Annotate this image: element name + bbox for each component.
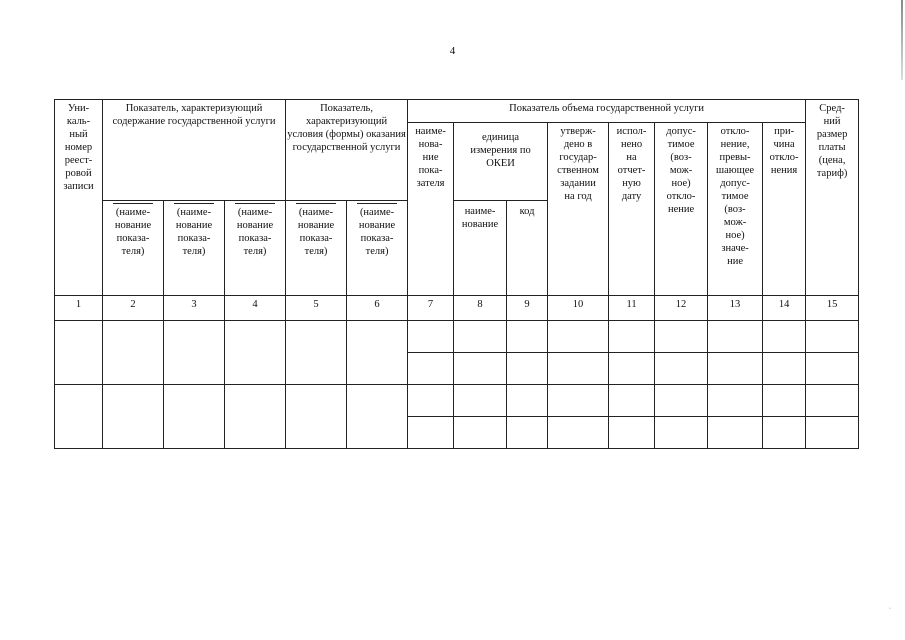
table-row <box>55 385 859 417</box>
empty-cell <box>548 321 609 353</box>
empty-cell <box>806 417 859 449</box>
empty-cell <box>609 417 655 449</box>
col-number: 3 <box>164 296 225 321</box>
header-volume-indicator: Показатель объема государственной услуги <box>408 100 806 123</box>
header-exceeding-deviation: откло- нение, превы- шающее допус- тимое (воз- мож- ное) значе- ние <box>708 123 763 296</box>
sub-name-4: (наиме- нование показа- теля) <box>225 201 286 296</box>
empty-cell <box>548 385 609 417</box>
empty-cell <box>408 417 454 449</box>
empty-cell <box>347 385 408 449</box>
empty-cell <box>55 321 103 385</box>
header-unit-okei: единица измерения по ОКЕИ <box>454 123 548 201</box>
empty-cell <box>164 321 225 385</box>
header-reason: при- чина откло- нения <box>763 123 806 296</box>
empty-cell <box>806 353 859 385</box>
empty-cell <box>454 417 507 449</box>
col-number: 11 <box>609 296 655 321</box>
col-number: 8 <box>454 296 507 321</box>
col-number: 1 <box>55 296 103 321</box>
empty-cell <box>347 321 408 385</box>
empty-cell <box>708 385 763 417</box>
empty-cell <box>225 321 286 385</box>
empty-cell <box>763 353 806 385</box>
header-okei-code: код <box>507 201 548 296</box>
col-number: 12 <box>655 296 708 321</box>
empty-cell <box>507 353 548 385</box>
empty-cell <box>655 417 708 449</box>
empty-cell <box>708 353 763 385</box>
sub-name-5: (наиме- нование показа- теля) <box>286 201 347 296</box>
empty-cell <box>763 385 806 417</box>
col-number: 2 <box>103 296 164 321</box>
empty-cell <box>507 417 548 449</box>
empty-cell <box>164 385 225 449</box>
empty-cell <box>286 321 347 385</box>
header-okei-name: наиме- нование <box>454 201 507 296</box>
header-avg-fee: Сред- ний размер платы (цена, тариф) <box>806 100 859 296</box>
empty-cell <box>806 385 859 417</box>
empty-cell <box>609 321 655 353</box>
header-indicator-name: наиме- нова- ние пока- зателя <box>408 123 454 296</box>
col-number: 6 <box>347 296 408 321</box>
page-number: 4 <box>449 45 456 57</box>
empty-cell <box>655 385 708 417</box>
empty-cell <box>454 353 507 385</box>
empty-cell <box>548 353 609 385</box>
col-number: 9 <box>507 296 548 321</box>
empty-cell <box>763 321 806 353</box>
sub-name-6: (наиме- нование показа- теля) <box>347 201 408 296</box>
empty-cell <box>408 353 454 385</box>
sub-name-3: (наиме- нование показа- теля) <box>164 201 225 296</box>
sub-name-2: (наиме- нование показа- теля) <box>103 201 164 296</box>
col-number: 14 <box>763 296 806 321</box>
col-number: 15 <box>806 296 859 321</box>
empty-cell <box>655 321 708 353</box>
empty-cell <box>103 385 164 449</box>
header-executed: испол- нено на отчет- ную дату <box>609 123 655 296</box>
empty-cell <box>225 385 286 449</box>
empty-cell <box>507 321 548 353</box>
empty-cell <box>609 385 655 417</box>
header-unique-number: Уни- каль- ный номер реест- ровой записи <box>55 100 103 296</box>
col-number: 4 <box>225 296 286 321</box>
header-approved: утверж- дено в государ- ственном задании на год <box>548 123 609 296</box>
empty-cell <box>55 385 103 449</box>
col-number: 13 <box>708 296 763 321</box>
empty-cell <box>708 417 763 449</box>
empty-cell <box>609 353 655 385</box>
header-condition-indicator: Показатель, характеризующий условия (формы) оказания государственной услуги <box>286 100 408 201</box>
empty-cell <box>454 321 507 353</box>
report-table <box>54 99 859 449</box>
empty-cell <box>408 385 454 417</box>
col-number: 5 <box>286 296 347 321</box>
empty-cell <box>655 353 708 385</box>
header-content-indicator: Показатель, характеризующий содержание государственной услуги <box>103 100 286 201</box>
empty-cell <box>454 385 507 417</box>
empty-cell <box>507 385 548 417</box>
scan-edge <box>901 0 903 80</box>
col-number: 10 <box>548 296 609 321</box>
empty-cell <box>408 321 454 353</box>
scan-speck: ˏ <box>888 600 891 609</box>
empty-cell <box>763 417 806 449</box>
empty-cell <box>806 321 859 353</box>
col-number: 7 <box>408 296 454 321</box>
empty-cell <box>103 321 164 385</box>
empty-cell <box>286 385 347 449</box>
empty-cell <box>708 321 763 353</box>
header-allowed-deviation: допус- тимое (воз- мож- ное) откло- нение <box>655 123 708 296</box>
empty-cell <box>548 417 609 449</box>
table-row <box>55 321 859 353</box>
